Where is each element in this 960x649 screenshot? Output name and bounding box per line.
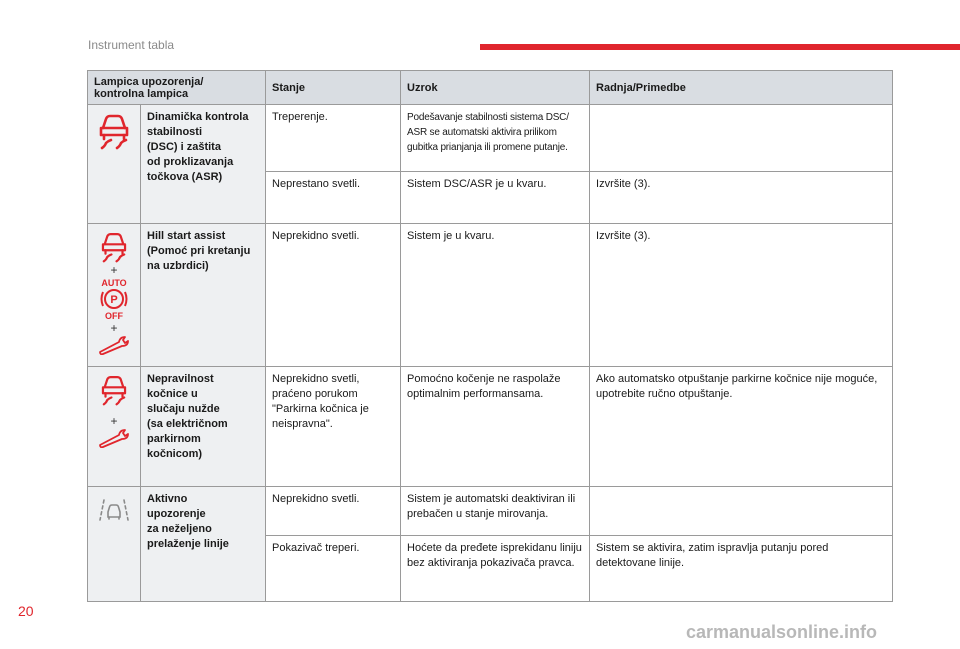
lane-name-l3: za neželjeno: [147, 523, 212, 535]
table-row: [88, 487, 893, 536]
brake-name-l2: kočnice u: [147, 388, 198, 400]
brake-name-l6: kočnicom): [147, 448, 203, 460]
dsc-action-2: Izvršite (3).: [590, 172, 893, 224]
hill-name: [141, 224, 266, 367]
brake-icon-cell: [88, 367, 141, 487]
brake-name-l5: parkirnom: [147, 433, 201, 445]
dsc-name-l5: točkova (ASR): [147, 171, 223, 183]
lane-icon-cell: [88, 487, 141, 602]
hill-name-l3: na uzbrdici): [147, 260, 209, 272]
header-cause: Uzrok: [401, 71, 590, 105]
dsc-icon-cell: [88, 105, 141, 224]
auto-label: AUTO: [101, 278, 127, 288]
off-label: OFF: [105, 311, 123, 321]
header-state: Stanje: [266, 71, 401, 105]
dsc-cause-1: Podešavanje stabilnosti sistema DSC/ ASR se automatski aktivira prilikom gubitka prianjanja ili promene putanje.: [401, 105, 590, 172]
watermark: carmanualsonline.info: [686, 622, 878, 642]
lane-state-2: Pokazivač treperi.: [266, 536, 401, 602]
header-lamp: [88, 71, 266, 105]
lane-name: [141, 487, 266, 602]
section-title: Instrument tabla: [88, 38, 175, 52]
plus-sign: +: [110, 263, 118, 277]
dsc-state-2: Neprestano svetli.: [266, 172, 401, 224]
lane-action-1: [590, 487, 893, 536]
lane-name-l1: Aktivno: [147, 493, 188, 505]
dsc-cause-2: Sistem DSC/ASR je u kvaru.: [401, 172, 590, 224]
plus-sign: +: [110, 414, 118, 428]
brake-name-l4: (sa električnom: [147, 418, 228, 430]
header-lamp-line2: kontrolna lampica: [94, 87, 189, 100]
skidding-car-icon: [99, 229, 129, 263]
section-accent-bar: [480, 44, 960, 50]
brake-name-l3: slučaju nužde: [147, 403, 220, 415]
lane-cause-2: Hoćete da pređete isprekidanu liniju bez aktiviranja pokazivača pravca.: [401, 536, 590, 602]
skidding-car-icon: [99, 372, 129, 406]
table-row: [88, 105, 893, 172]
page-number: 20: [18, 603, 34, 619]
warning-lights-table: [87, 70, 893, 602]
table-header-row: [88, 71, 893, 105]
lane-name-l4: prelaženje linije: [147, 538, 229, 550]
dsc-name-l1: Dinamička kontrola: [147, 111, 249, 123]
header-action: Radnja/Primedbe: [590, 71, 893, 105]
hill-state: Neprekidno svetli.: [266, 224, 401, 367]
auto-park-off-icon: [97, 277, 131, 321]
brake-name-l1: Nepravilnost: [147, 373, 214, 385]
wrench-icon: [97, 335, 131, 355]
table-row: [88, 367, 893, 487]
dsc-name: [141, 105, 266, 224]
dsc-name-l3: (DSC) i zaštita: [147, 141, 221, 153]
header-lamp-line1: Lampica upozorenja/: [94, 75, 204, 88]
hill-name-l2: (Pomoć pri kretanju: [147, 245, 251, 257]
lane-name-l2: upozorenje: [147, 508, 206, 520]
brake-state: Neprekidno svetli, praćeno porukom "Parkirna kočnica je neispravna".: [266, 367, 401, 487]
dsc-name-l2: stabilnosti: [147, 126, 203, 138]
hill-cause: Sistem je u kvaru.: [401, 224, 590, 367]
plus-sign: +: [110, 321, 118, 335]
table-row: [88, 224, 893, 367]
hill-action: Izvršite (3).: [590, 224, 893, 367]
dsc-action-1: [590, 105, 893, 172]
hill-icon-cell: [88, 224, 141, 367]
dsc-name-l4: od proklizavanja: [147, 156, 234, 168]
lane-cause-1: Sistem je automatski deaktiviran ili prebačen u stanje mirovanja.: [401, 487, 590, 536]
dsc-state-1: Treperenje.: [266, 105, 401, 172]
brake-cause: Pomoćno kočenje ne raspolaže optimalnim performansama.: [401, 367, 590, 487]
lane-state-1: Neprekidno svetli.: [266, 487, 401, 536]
brake-name: [141, 367, 266, 487]
wrench-icon: [97, 428, 131, 448]
brake-action: Ako automatsko otpuštanje parkirne kočnice nije moguće, upotrebite ručno otpuštanje.: [590, 367, 893, 487]
p-label: P: [110, 294, 118, 306]
hill-name-l1: Hill start assist: [147, 230, 226, 242]
lane-action-2: Sistem se aktivira, zatim ispravlja putanju pored detektovane linije.: [590, 536, 893, 602]
skidding-car-icon: [97, 110, 131, 150]
lane-departure-icon: [97, 492, 131, 522]
